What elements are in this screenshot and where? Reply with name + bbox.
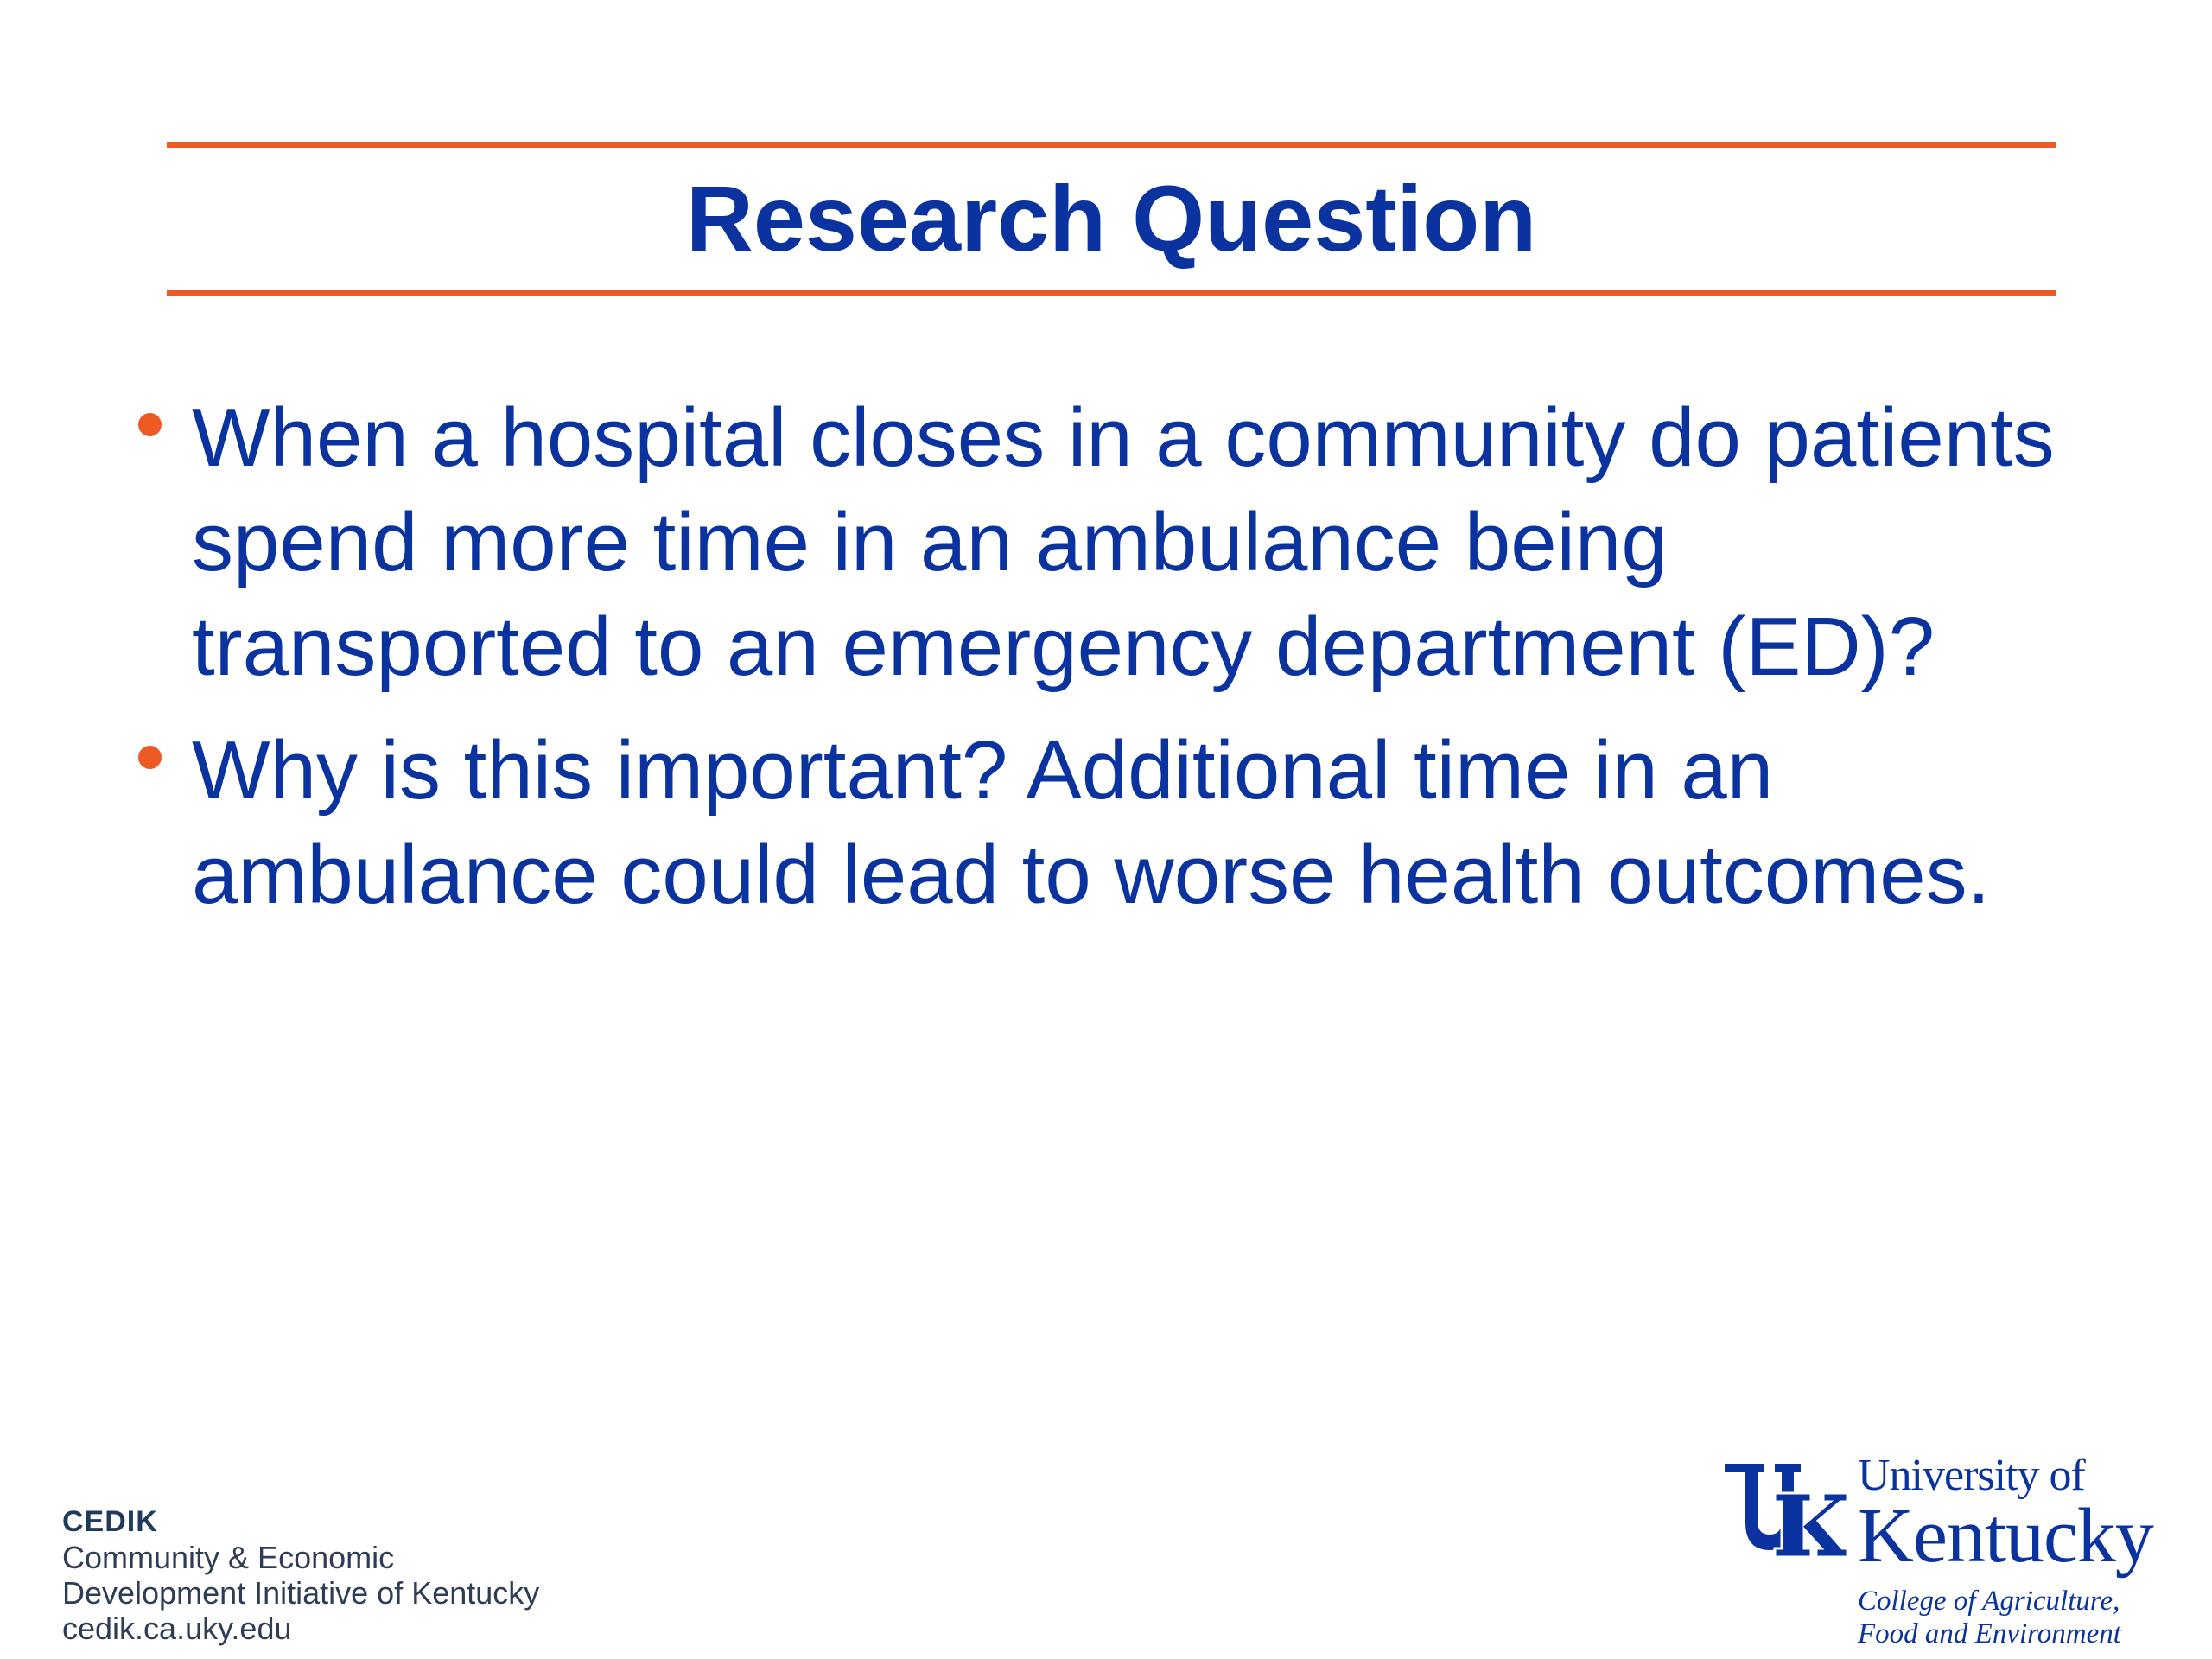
uk-line-2: Kentucky bbox=[1858, 1493, 2153, 1579]
title-bottom-rule bbox=[167, 290, 2056, 296]
slide-title: Research Question bbox=[685, 166, 1537, 270]
uk-line-3: College of Agriculture, bbox=[1858, 1586, 2120, 1617]
bullet-list bbox=[138, 385, 2091, 946]
cedik-footer bbox=[62, 1503, 539, 1646]
bullet-dot-icon bbox=[138, 746, 162, 769]
cedik-line-2: Development Initiative of Kentucky bbox=[62, 1575, 540, 1611]
uk-line-1: University of bbox=[1858, 1451, 2085, 1500]
cedik-url: cedik.ca.uky.edu bbox=[62, 1611, 292, 1646]
cedik-line-1: Community & Economic bbox=[62, 1540, 395, 1575]
bullet-item bbox=[138, 385, 2091, 699]
uk-line-4: Food and Environment bbox=[1858, 1618, 2121, 1649]
bullet-dot-icon bbox=[138, 413, 162, 436]
title-top-rule bbox=[167, 142, 2056, 148]
bullet-text: When a hospital closes in a community do patients spend more time in an ambulance being transported to an emergency department (ED)? bbox=[192, 391, 2055, 693]
uk-mark-icon bbox=[1721, 1459, 1849, 1562]
cedik-name: CEDIK bbox=[62, 1505, 158, 1538]
uk-wordmark bbox=[1858, 1452, 2153, 1650]
bullet-item bbox=[138, 718, 2091, 927]
uk-logo bbox=[1721, 1451, 2188, 1649]
bullet-text: Why is this important? Additional time in an ambulance could lead to worse health outcomes. bbox=[192, 724, 1991, 921]
